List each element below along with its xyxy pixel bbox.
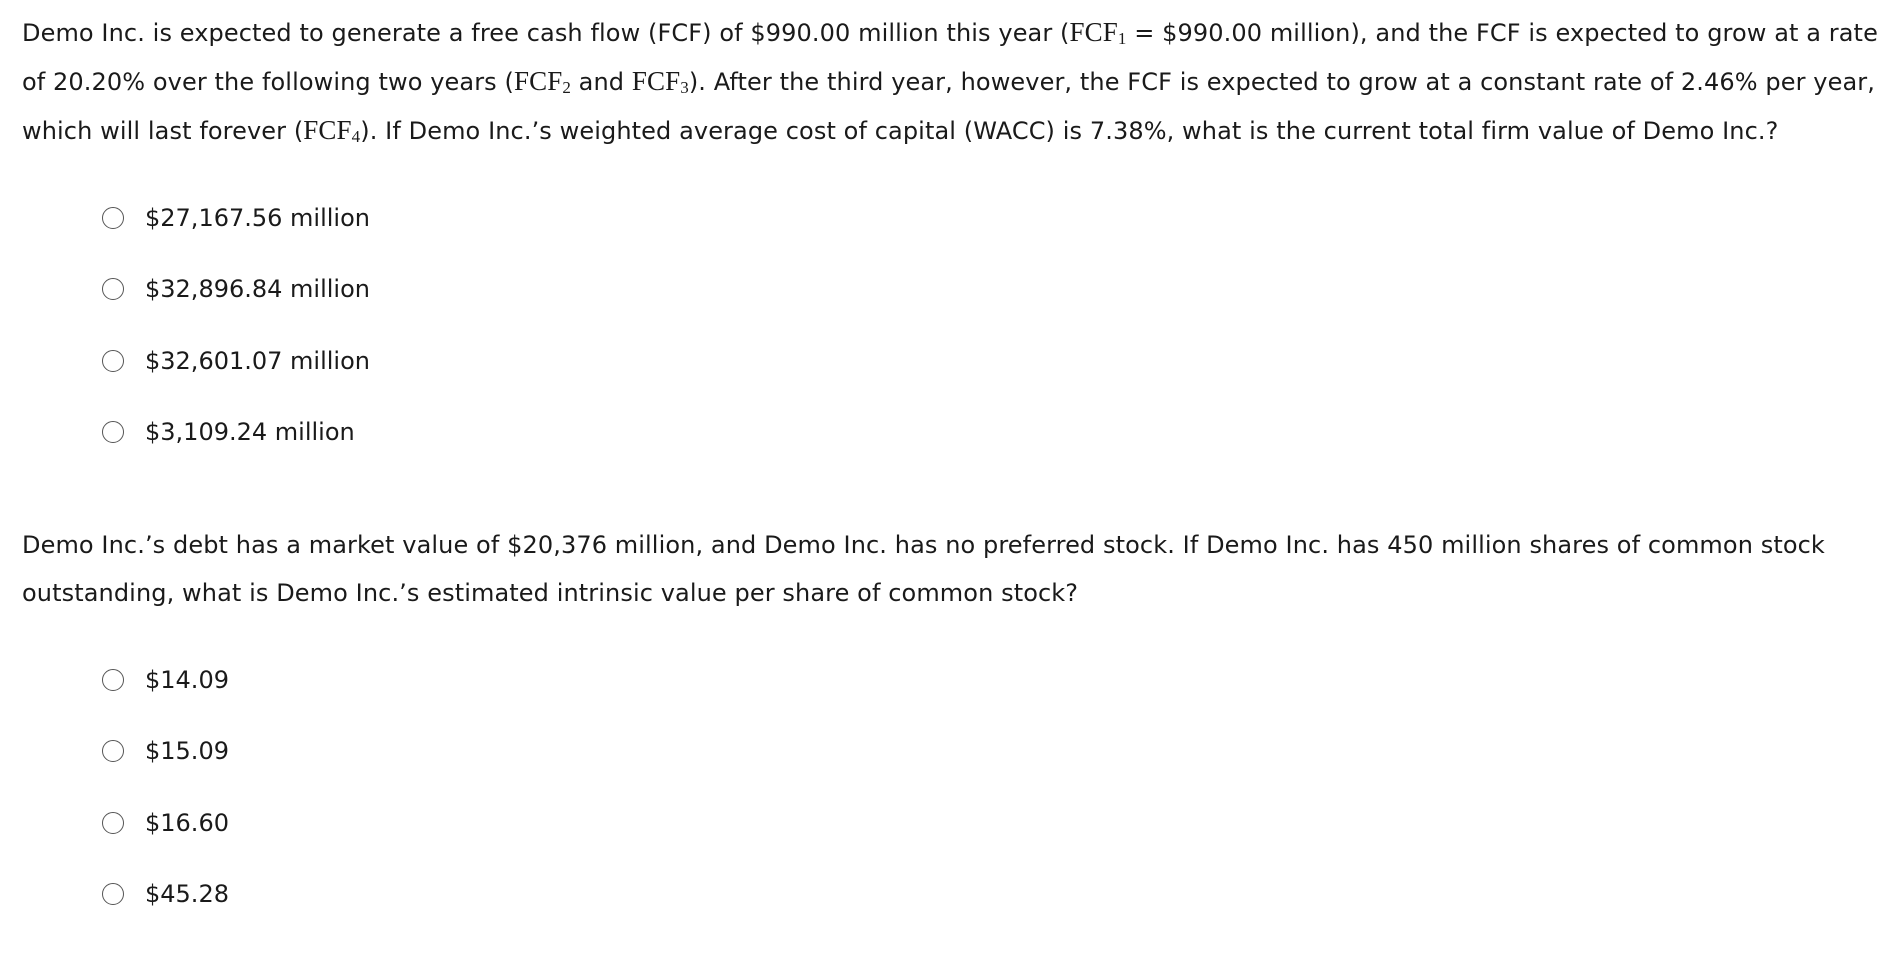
question-1-segment: ). If Demo Inc.’s weighted average cost of capital (WACC) is 7.38%, what is the current total firm value of Demo Inc.?: [360, 117, 1779, 145]
answer-option-label: $27,167.56 million: [145, 203, 370, 232]
question-1-options: [22, 182, 1882, 468]
fcf4-symbol: $FCF_4$: [303, 115, 361, 146]
question-page: [22, 8, 1882, 930]
radio-button[interactable]: [102, 740, 124, 762]
answer-option[interactable]: [102, 644, 1882, 716]
question-1-segment: and: [570, 68, 632, 96]
radio-button[interactable]: [102, 883, 124, 905]
radio-button[interactable]: [102, 278, 124, 300]
question-2-options: [22, 644, 1882, 930]
answer-option[interactable]: [102, 325, 1882, 397]
fcf3-symbol: $FCF_3$: [631, 66, 689, 97]
answer-option[interactable]: [102, 397, 1882, 469]
radio-button[interactable]: [102, 350, 124, 372]
answer-option-label: $45.28: [145, 880, 229, 909]
question-2-text: Demo Inc.’s debt has a market value of $20,376 million, and Demo Inc. has no preferred stock. If Demo Inc. has 450 million shares of common stock outstanding, what is Demo Inc.’s estimated intrinsic value per share of common stock?: [22, 531, 1825, 607]
question-1-text: [22, 8, 1882, 155]
answer-option-label: $3,109.24 million: [145, 418, 355, 447]
radio-button[interactable]: [102, 207, 124, 229]
answer-option[interactable]: [102, 182, 1882, 254]
radio-button[interactable]: [102, 421, 124, 443]
answer-option[interactable]: [102, 254, 1882, 326]
radio-button[interactable]: [102, 669, 124, 691]
question-1-segment: = $990.00 million), and the FCF is expected to grow at a rate of 20.20% over the following two years (: [22, 19, 1878, 96]
radio-button[interactable]: [102, 812, 124, 834]
answer-option[interactable]: [102, 787, 1882, 859]
answer-option-label: $14.09: [145, 665, 229, 694]
answer-option[interactable]: [102, 716, 1882, 788]
answer-option-label: $16.60: [145, 808, 229, 837]
question-1-segment: ). After the third year, however, the FCF is expected to grow at a constant rate of 2.46% per year, which will last forever (: [22, 68, 1875, 145]
answer-option-label: $32,601.07 million: [145, 346, 370, 375]
answer-option-label: $15.09: [145, 737, 229, 766]
fcf1-symbol: $FCF_1$: [1069, 17, 1127, 48]
answer-option[interactable]: [102, 859, 1882, 931]
answer-option-label: $32,896.84 million: [145, 275, 370, 304]
fcf2-symbol: $FCF_2$: [513, 66, 571, 97]
question-1-segment: Demo Inc. is expected to generate a free cash flow (FCF) of $990.00 million this year (: [22, 19, 1070, 47]
